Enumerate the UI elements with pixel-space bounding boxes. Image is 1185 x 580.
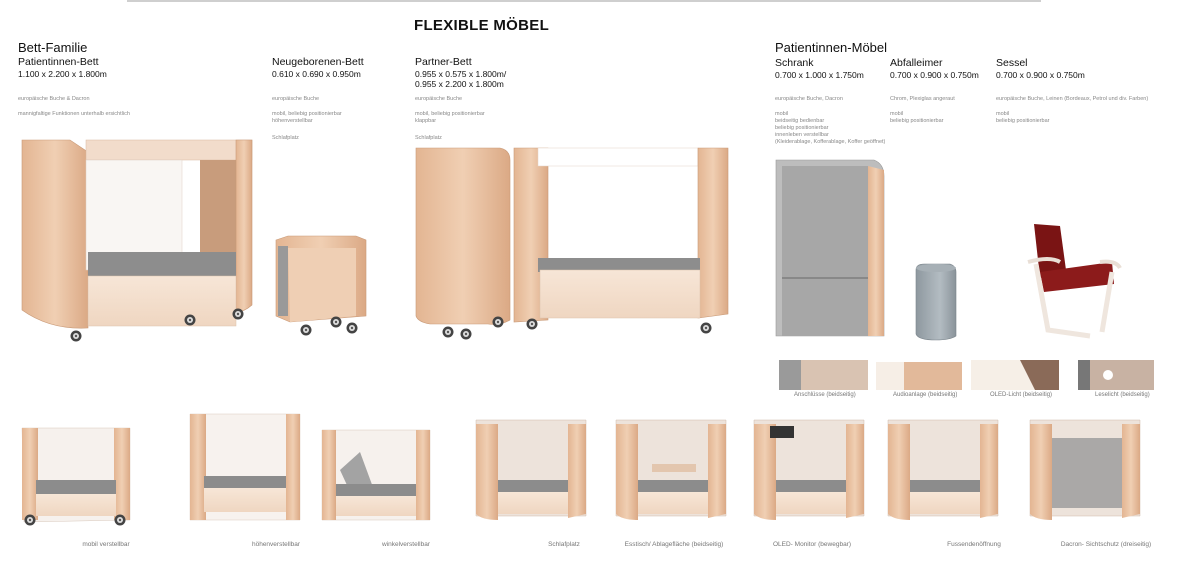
detail-caption-leselicht: Leselicht (beidseitig)	[1095, 392, 1150, 398]
partner-bett-use: Schlafplatz	[415, 135, 442, 141]
variant-caption-hoehenverstellbar: höhenverstellbar	[251, 541, 301, 548]
variant-renders-right	[476, 420, 1140, 520]
abfalleimer-material: Chrom, Plexiglas angeraut	[890, 96, 955, 102]
abfalleimer-render	[916, 264, 956, 340]
patientinnen-bett-material: europäische Buche & Dacron	[18, 96, 90, 102]
sessel-render	[1028, 224, 1120, 336]
partner-bett-render	[416, 148, 728, 340]
variant-caption-fussendenoeffnung: Fussendenöffnung	[947, 541, 1001, 548]
section-heading-patientinnen-moebel: Patientinnen-Möbel	[775, 40, 888, 55]
detail-thumbnails	[779, 360, 1154, 390]
partner-bett-name: Partner-Bett	[415, 56, 472, 68]
neugeborenen-bett-name: Neugeborenen-Bett	[272, 56, 364, 68]
partner-bett-note: mobil, beliebig positionierbar klappbar	[415, 111, 485, 124]
schrank-render	[776, 160, 884, 336]
neugeborenen-bett-dims: 0.610 x 0.690 x 0.950m	[272, 69, 361, 79]
partner-bett-material: europäische Buche	[415, 96, 463, 102]
neugeborenen-bett-note: mobil, beliebig positionierbar höhenverstellbar	[272, 111, 342, 124]
variant-caption-dacron-sichtschutz: Dacron- Sichtschutz (dreiseitig)	[1060, 541, 1152, 548]
schrank-material: europäische Buche, Dacron	[775, 96, 843, 102]
detail-caption-audioanlage: Audioanlage (beidseitig)	[893, 392, 958, 398]
neugeborenen-bett-material: europäische Buche	[272, 96, 320, 102]
neugeborenen-bett-render	[276, 236, 366, 336]
detail-caption-anschluesse: Anschlüsse (beidseitig)	[794, 392, 856, 398]
schrank-note: mobil beidseitig bedienbar beliebig positionierbar innenleben verstellbar (Kleiderablage, Kofferablage, Koffer geöffnet)	[775, 111, 886, 145]
abfalleimer-note: mobil beliebig positionierbar	[890, 111, 944, 124]
sessel-material: europäische Buche, Leinen (Bordeaux, Petrol und div. Farben)	[996, 96, 1149, 102]
schrank-dims: 0.700 x 1.000 x 1.750m	[775, 70, 864, 80]
sessel-dims: 0.700 x 0.900 x 0.750m	[996, 70, 1085, 80]
section-heading-bett-familie: Bett-Familie	[18, 40, 88, 55]
patientinnen-bett-render	[22, 140, 252, 342]
page-title: FLEXIBLE MÖBEL	[414, 17, 550, 34]
partner-bett-dims-2: 0.955 x 2.200 x 1.800m	[415, 79, 504, 89]
patientinnen-bett-name: Patientinnen-Bett	[18, 56, 99, 68]
patientinnen-bett-note: mannigfaltige Funktionen unterhalb ersichtlich	[18, 111, 130, 117]
variant-renders-left	[22, 414, 430, 526]
detail-caption-oled-licht: OLED-Licht (beidseitig)	[990, 392, 1053, 398]
variant-caption-mobil: mobil verstellbar	[82, 541, 130, 548]
sessel-name: Sessel	[996, 57, 1028, 69]
variant-caption-winkelverstellbar: winkelverstellbar	[381, 541, 431, 548]
partner-bett-dims-1: 0.955 x 0.575 x 1.800m/	[415, 69, 507, 79]
abfalleimer-name: Abfalleimer	[890, 57, 943, 69]
schrank-name: Schrank	[775, 57, 814, 69]
variant-caption-oled-monitor: OLED- Monitor (bewegbar)	[772, 541, 852, 548]
sessel-note: mobil beliebig positionierbar	[996, 111, 1050, 124]
abfalleimer-dims: 0.700 x 0.900 x 0.750m	[890, 70, 979, 80]
patientinnen-bett-dims: 1.100 x 2.200 x 1.800m	[18, 69, 107, 79]
variant-caption-esstisch: Esstisch/ Ablagefläche (beidseitig)	[624, 541, 724, 548]
variant-caption-schlafplatz: Schlafplatz	[548, 541, 580, 548]
neugeborenen-bett-use: Schlafplatz	[272, 135, 299, 141]
